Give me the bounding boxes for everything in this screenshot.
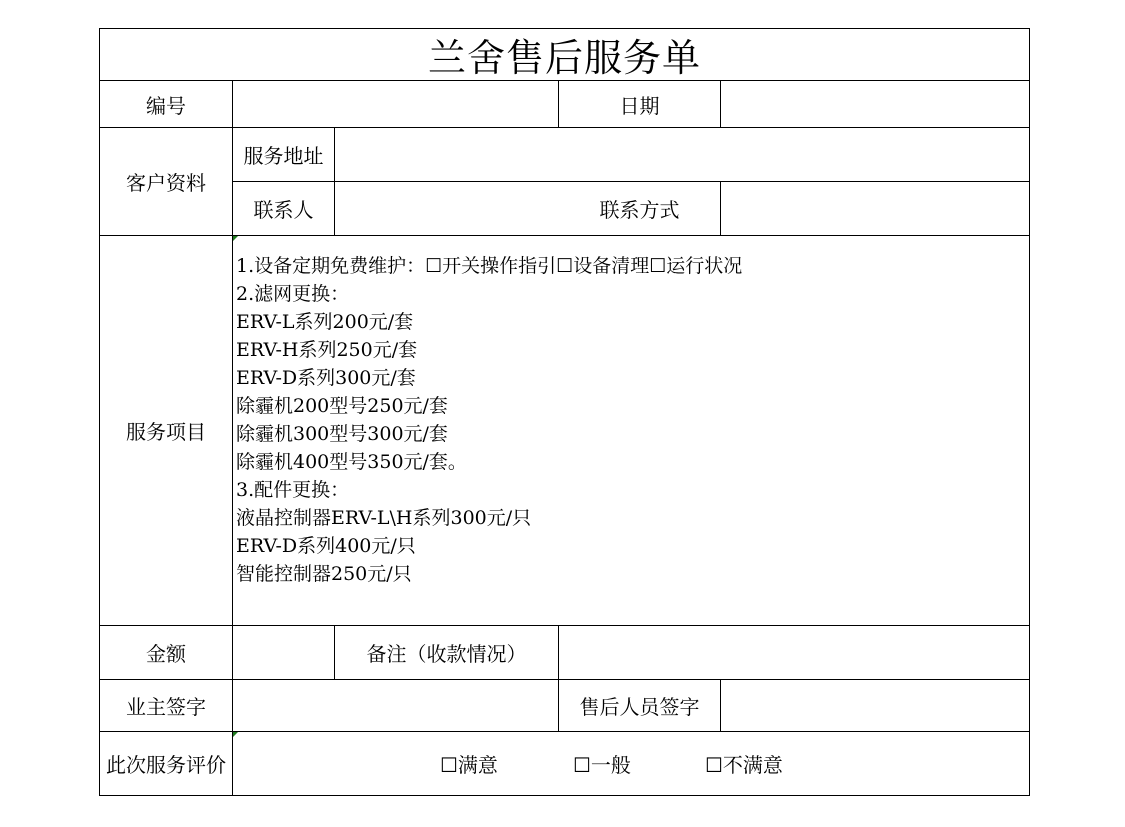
service-line: 除霾机300型号300元/套	[236, 423, 448, 445]
owner-signature-field[interactable]	[233, 680, 558, 731]
number-label: 编号	[146, 93, 186, 118]
owner-signature-label: 业主签字	[126, 695, 206, 719]
staff-signature-label: 售后人员签字	[579, 695, 700, 719]
service-line: 1.设备定期免费维护：☐开关操作指引☐设备清理☐运行状况	[236, 255, 743, 277]
service-line: 除霾机400型号350元/套。	[236, 451, 467, 473]
row-divider	[100, 731, 1029, 732]
remarks-field[interactable]	[559, 626, 1029, 679]
service-line: 3.配件更换：	[236, 479, 350, 501]
customer-info-label: 客户资料	[126, 171, 206, 195]
date-label: 日期	[619, 93, 660, 118]
date-field[interactable]	[721, 81, 1029, 127]
service-address-field[interactable]	[335, 128, 1029, 181]
service-form	[99, 28, 1030, 796]
amount-label: 金额	[146, 642, 186, 666]
evaluation-label: 此次服务评价	[106, 753, 226, 777]
contact-method-field[interactable]	[721, 182, 1029, 235]
service-line: ERV-D系列400元/只	[236, 535, 416, 557]
cell-marker	[233, 236, 238, 241]
evaluation-option-average[interactable]: ☐一般	[573, 752, 631, 777]
evaluation-option-unsatisfied[interactable]: ☐不满意	[705, 752, 783, 777]
service-items-label: 服务项目	[126, 420, 206, 444]
remarks-label: 备注（收款情况）	[366, 642, 527, 666]
contact-method-label: 联系方式	[599, 198, 680, 222]
form-title: 兰舍售后服务单	[427, 36, 701, 80]
amount-field[interactable]	[233, 626, 334, 679]
row-divider	[100, 235, 1029, 236]
contact-person-label: 联系人	[253, 198, 314, 222]
service-line: 除霾机200型号250元/套	[236, 395, 448, 417]
service-line: 2.滤网更换：	[236, 283, 350, 305]
staff-signature-field[interactable]	[721, 680, 1029, 731]
service-items-list	[236, 252, 742, 588]
service-address-label: 服务地址	[243, 144, 324, 168]
service-line: ERV-D系列300元/套	[236, 367, 416, 389]
service-line: ERV-H系列250元/套	[236, 339, 418, 361]
number-field[interactable]	[233, 81, 558, 127]
service-line: ERV-L系列200元/套	[236, 311, 414, 333]
cell-marker	[233, 732, 238, 737]
service-line: 液晶控制器ERV-L\H系列300元/只	[236, 507, 532, 529]
service-line: 智能控制器250元/只	[236, 563, 412, 585]
evaluation-option-satisfied[interactable]: ☐满意	[440, 752, 498, 777]
